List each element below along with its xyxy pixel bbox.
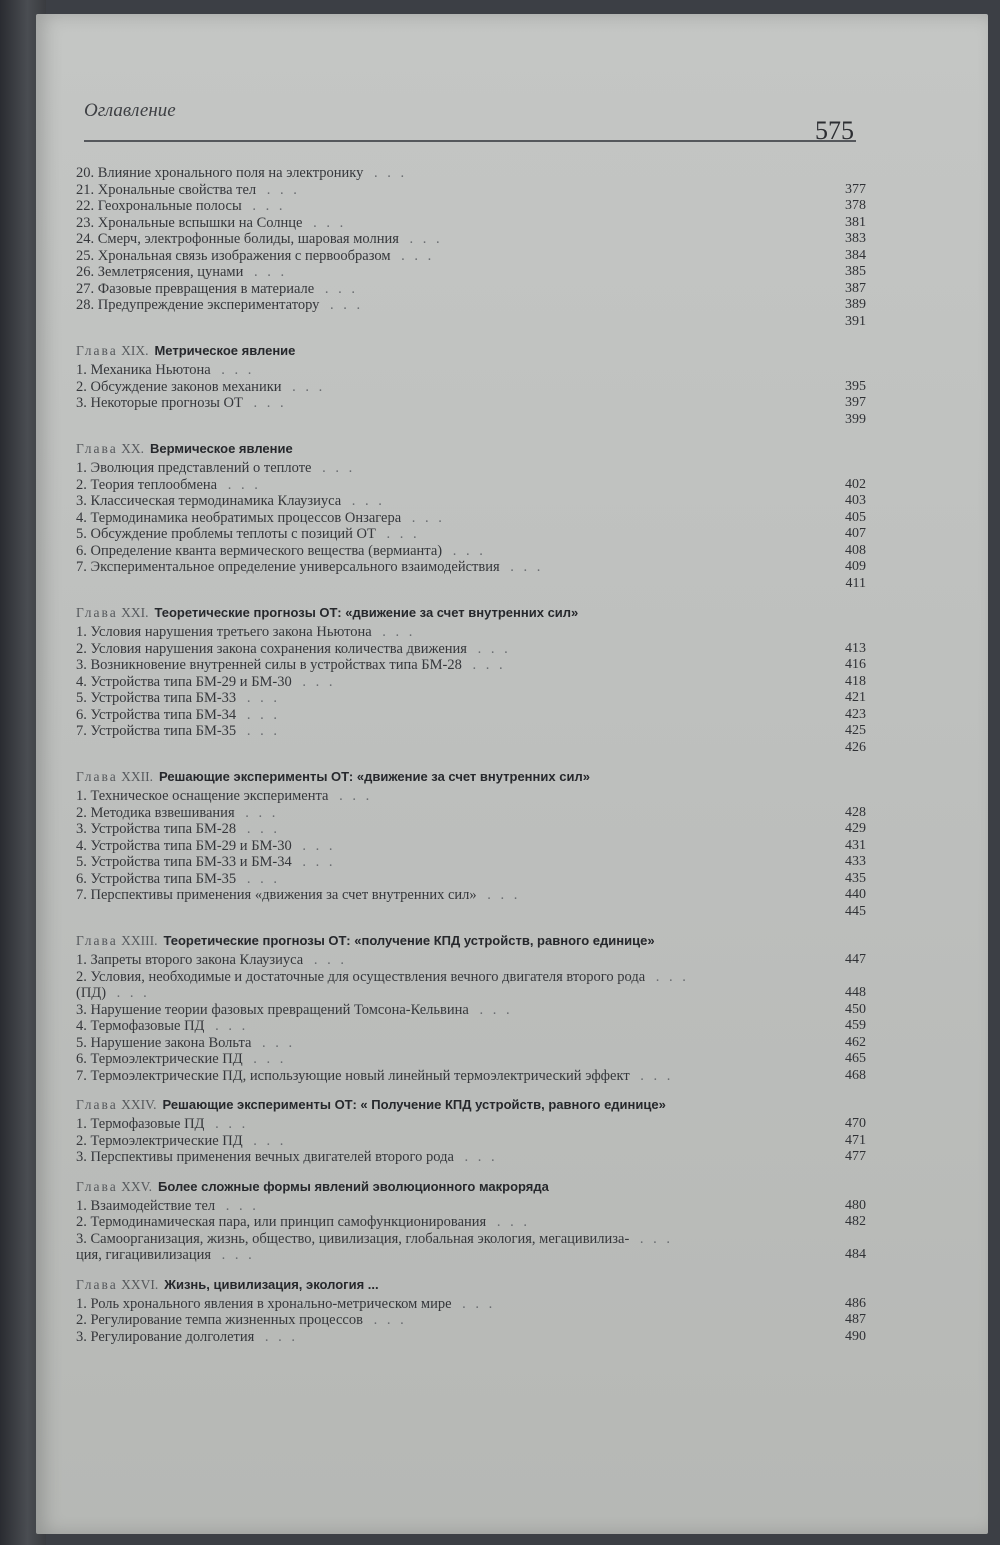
toc-entry-page: 429 (845, 821, 866, 836)
toc-entry-page: 468 (845, 1067, 866, 1083)
toc-entry-title: 20. Влияние хронального поля на электронику (76, 165, 364, 181)
dot-leader: . . . (208, 1116, 249, 1132)
dot-leader: . . . (472, 1001, 513, 1018)
toc-entry (76, 297, 866, 314)
toc-entry-title: 23. Хрональные вспышки на Солнце (76, 214, 303, 231)
toc-entry-page: 471 (845, 1132, 866, 1148)
toc-entry (76, 805, 866, 822)
toc-entry (76, 362, 866, 379)
toc-entry-title: 26. Землетрясения, цунами (76, 264, 244, 280)
toc-entry-page: 426 (845, 739, 866, 755)
toc-entry-title: 6. Устройства типа БМ-35 (76, 870, 237, 887)
toc-entry-title: 3. Возникновение внутренней силы в устройствах типа БМ-28 (76, 657, 462, 673)
toc-entry (76, 788, 866, 805)
toc-entry-title: 2. Условия, необходимые и достаточные для осуществления вечного двигателя второго рода (76, 968, 646, 985)
toc-entry-title: 1. Запреты второго закона Клаузиуса (76, 952, 304, 968)
toc-entry-page: 418 (845, 673, 866, 689)
section-gap (76, 1084, 866, 1090)
toc-entry-page: 387 (845, 280, 866, 296)
toc-entry-title: 22. Геохрональные полосы (76, 198, 242, 214)
toc-entry-title: 2. Термодинамическая пара, или принцип самофункционирования (76, 1214, 487, 1230)
dot-leader: . . . (215, 1247, 255, 1263)
dot-leader: . . . (405, 509, 445, 526)
toc-entry-title: 1. Термофазовые ПД (76, 1116, 205, 1132)
dot-leader: . . . (240, 690, 280, 706)
dot-leader: . . . (247, 264, 288, 280)
toc-entry-page: 384 (845, 247, 866, 263)
toc-entry-page: 459 (845, 1018, 866, 1033)
toc-entry-page: 383 (845, 231, 866, 246)
dot-leader: . . . (219, 1197, 259, 1214)
toc-entry-page: 395 (845, 378, 866, 394)
dot-leader: . . . (366, 1312, 407, 1328)
dot-leader: . . . (490, 1214, 530, 1230)
dot-leader: . . . (295, 854, 336, 870)
toc-entry-page: 377 (845, 181, 866, 197)
dot-leader: . . . (375, 624, 416, 640)
dot-leader: . . . (446, 542, 486, 559)
chapter-heading (76, 340, 866, 362)
chapter-heading (76, 1094, 866, 1116)
dot-leader: . . . (345, 493, 385, 509)
toc-entry-title: 4. Устройства типа БМ-29 и БМ-30 (76, 837, 292, 854)
dot-leader: . . . (649, 968, 689, 985)
dot-leader: . . . (394, 247, 435, 264)
toc-entry (76, 641, 866, 658)
toc-entry-page: 381 (845, 214, 866, 230)
dot-leader: . . . (240, 723, 280, 739)
toc-entry (76, 985, 866, 1002)
chapter-heading (76, 930, 866, 952)
toc-entry-title: 2. Методика взвешивания (76, 804, 235, 821)
chapter-heading (76, 438, 866, 460)
toc-entry-page: 447 (845, 952, 866, 967)
toc-entry-page: 407 (845, 526, 866, 541)
section-gap (76, 920, 866, 926)
toc-entry (76, 854, 866, 871)
dot-leader: . . . (323, 297, 364, 313)
section-gap (76, 1264, 866, 1270)
toc-entry (76, 165, 866, 182)
toc-entry (76, 477, 866, 494)
toc-entry-page: 416 (845, 657, 866, 672)
toc-entry (76, 871, 866, 888)
toc-entry-title: 5. Устройства типа БМ-33 и БМ-34 (76, 854, 292, 870)
toc-entry-page: 391 (845, 313, 866, 329)
toc-entry (76, 887, 866, 904)
chapter-heading (76, 1176, 866, 1198)
dot-leader: . . . (367, 165, 408, 181)
toc-entry-page: 433 (845, 854, 866, 869)
toc-entry (76, 1002, 866, 1019)
toc-entry (76, 1231, 866, 1248)
chapter-number: XXIII. (121, 933, 158, 948)
toc-entry-title: 1. Техническое оснащение эксперимента (76, 788, 329, 804)
toc-entry-page: 445 (845, 903, 866, 919)
toc-entry-page: 480 (845, 1197, 866, 1213)
toc-entry (76, 821, 866, 838)
toc-entry-page: 470 (845, 1116, 866, 1131)
toc-entry-title: 5. Нарушение закона Вольта (76, 1034, 252, 1051)
section-gap (76, 330, 866, 336)
section-gap (76, 1166, 866, 1172)
dot-leader: . . . (246, 1132, 287, 1149)
toc-entry-title: 6. Определение кванта вермического вещества (вермианта) (76, 542, 443, 559)
dot-leader: . . . (402, 231, 443, 247)
toc-entry-page: 487 (845, 1312, 866, 1327)
chapter-heading (76, 1274, 866, 1296)
chapter-number: XIX. (121, 343, 149, 358)
dot-leader: . . . (306, 214, 347, 231)
toc-entry-page: 403 (845, 493, 866, 508)
dot-leader: . . . (455, 1295, 496, 1312)
dot-leader: . . . (295, 837, 336, 854)
toc-entry (76, 1312, 866, 1329)
chapter-heading (76, 766, 866, 788)
dot-leader: . . . (240, 821, 280, 837)
toc-entry (76, 526, 866, 543)
toc-entry-page: 425 (845, 723, 866, 738)
toc-entry-title: 21. Хрональные свойства тел (76, 181, 257, 198)
toc-entry-title: 2. Условия нарушения закона сохранения количества движения (76, 640, 467, 657)
dot-leader: . . . (295, 673, 336, 690)
dot-leader: . . . (246, 395, 287, 411)
toc-entry-title: 2. Теория теплообмена (76, 476, 218, 493)
dot-leader: . . . (633, 1230, 674, 1247)
toc-entry-title: 3. Устройства типа БМ-28 (76, 821, 237, 837)
toc-entry-page: 423 (845, 706, 866, 722)
toc-entry-title: (ПД) (76, 985, 107, 1001)
dot-leader: . . . (315, 460, 356, 476)
toc-entry-title: 1. Роль хронального явления в хронально-метрическом мире (76, 1295, 452, 1312)
toc-entry-title: 7. Экспериментальное определение универсального взаимодействия (76, 559, 500, 575)
toc-entry-title: 7. Устройства типа БМ-35 (76, 723, 237, 739)
chapter-title: Метрическое явление (154, 343, 296, 358)
toc-entry (76, 493, 866, 510)
dot-leader: . . . (465, 657, 506, 673)
chapter-number: XX. (121, 441, 144, 456)
dot-leader: . . . (480, 887, 521, 903)
chapter-title: Решающие эксперименты ОТ: « Получение КПД устройств, равного единице» (162, 1097, 666, 1112)
toc-entry-title: 6. Термоэлектрические ПД (76, 1051, 243, 1067)
toc-entry (76, 1329, 866, 1346)
dot-leader: . . . (633, 1067, 674, 1084)
toc-entry (76, 1018, 866, 1035)
chapter-title: Решающие эксперименты ОТ: «движение за счет внутренних сил» (158, 769, 590, 784)
toc-entry-page: 385 (845, 264, 866, 279)
chapter-number: XXI. (121, 605, 149, 620)
chapter-label: Глава (76, 343, 118, 358)
toc-entry (76, 182, 866, 199)
toc-entry-title: 6. Устройства типа БМ-34 (76, 706, 237, 723)
chapter-label: Глава (76, 441, 118, 456)
dot-leader: . . . (285, 378, 326, 395)
toc-entry-page: 462 (845, 1034, 866, 1050)
toc-entry-page: 435 (845, 870, 866, 886)
toc-entry-page: 490 (845, 1328, 866, 1344)
toc-entry-title: 1. Механика Ньютона (76, 362, 211, 378)
toc-entry-page: 477 (845, 1149, 866, 1164)
toc-entry-title: 7. Термоэлектрические ПД, использующие новый линейный термоэлектрический эффект (76, 1067, 630, 1084)
section-gap (76, 428, 866, 434)
toc-entry-title: 3. Нарушение теории фазовых превращений Томсона-Кельвина (76, 1001, 469, 1018)
toc-entry (76, 379, 866, 396)
toc-entry (76, 248, 866, 265)
chapter-number: XXVI. (121, 1276, 159, 1292)
toc-entry-page: 411 (845, 575, 866, 591)
toc-entry-page: 448 (845, 985, 866, 1000)
toc-entry-title: 27. Фазовые превращения в материале (76, 280, 315, 297)
dot-leader: . . . (240, 870, 280, 887)
toc-entry-page: 405 (845, 509, 866, 525)
toc-entry-page: 378 (845, 198, 866, 213)
chapter-title: Теоретические прогнозы ОТ: «получение КПД устройств, равного единице» (163, 933, 655, 948)
toc-entry-title: 4. Устройства типа БМ-29 и БМ-30 (76, 673, 292, 690)
toc-entry (76, 969, 866, 986)
section-gap (76, 756, 866, 762)
chapter-title: Жизнь, цивилизация, экология ... (164, 1276, 379, 1292)
chapter-title: Вермическое явление (149, 441, 293, 456)
toc-entry (76, 674, 866, 691)
toc-entry-page: 421 (845, 690, 866, 705)
toc-entry-title: 3. Регулирование долголетия (76, 1328, 255, 1345)
toc-entry (76, 690, 866, 707)
dot-leader: . . . (245, 198, 286, 214)
chapter-label: Глава (76, 933, 118, 948)
chapter-title: Теоретические прогнозы ОТ: «движение за счет внутренних сил» (154, 605, 579, 620)
toc-entry (76, 215, 866, 232)
toc-entry (76, 904, 866, 921)
toc-entry (76, 952, 866, 969)
toc-entry-title: 1. Взаимодействие тел (76, 1197, 216, 1214)
toc-entry-title: 1. Эволюция представлений о теплоте (76, 460, 312, 476)
toc-entry (76, 1198, 866, 1215)
toc-entry (76, 723, 866, 740)
chapter-label: Глава (76, 1178, 118, 1194)
toc-entry (76, 543, 866, 560)
dot-leader: . . . (208, 1018, 249, 1034)
toc-entry-page: 440 (845, 887, 866, 902)
dot-leader: . . . (307, 952, 347, 968)
toc-entry-page: 389 (845, 297, 866, 312)
toc-entry (76, 1133, 866, 1150)
chapter-title: Более сложные формы явлений эволюционного макроряда (157, 1178, 549, 1194)
toc-entry (76, 395, 866, 412)
chapter-label: Глава (76, 1097, 118, 1112)
dot-leader: . . . (246, 1051, 287, 1067)
toc-entry-page: 428 (845, 804, 866, 820)
dot-leader: . . . (318, 280, 358, 297)
page-number: 575 (815, 116, 854, 145)
toc-entry (76, 1149, 866, 1166)
toc-entry-title: 4. Термофазовые ПД (76, 1018, 205, 1034)
toc-entry-title: 5. Обсуждение проблемы теплоты с позиций ОТ (76, 526, 376, 542)
dot-leader: . . . (238, 804, 279, 821)
toc-entry-page: 399 (845, 411, 866, 427)
toc-entry (76, 314, 866, 331)
toc-entry-title: 1. Условия нарушения третьего закона Ньютона (76, 624, 372, 640)
page-header-title: Оглавление (84, 100, 176, 121)
chapter-label: Глава (76, 605, 118, 620)
toc-entry-page: 482 (845, 1214, 866, 1229)
toc-entry-title: 3. Самоорганизация, жизнь, общество, цивилизация, глобальная экология, мегацивилиза- (76, 1230, 630, 1247)
toc-entry-page: 465 (845, 1051, 866, 1066)
toc-entry (76, 281, 866, 298)
table-of-contents (76, 165, 866, 1351)
toc-entry (76, 657, 866, 674)
toc-entry-page: 397 (845, 395, 866, 410)
dot-leader: . . . (240, 706, 280, 723)
chapter-label: Глава (76, 1276, 118, 1292)
chapter-number: XXII. (121, 769, 153, 784)
toc-entry-title: 5. Устройства типа БМ-33 (76, 690, 237, 706)
dot-leader: . . . (332, 788, 373, 804)
dot-leader: . . . (221, 476, 261, 493)
toc-entry (76, 198, 866, 215)
toc-entry-page: 484 (845, 1247, 866, 1262)
chapter-heading (76, 602, 866, 624)
page-header (84, 100, 856, 145)
section-gap (76, 592, 866, 598)
toc-entry-title: 3. Классическая термодинамика Клаузиуса (76, 493, 342, 509)
toc-entry-page: 409 (845, 559, 866, 574)
toc-entry (76, 624, 866, 641)
chapter-number: XXIV. (121, 1097, 157, 1112)
chapter-label: Глава (76, 769, 118, 784)
toc-entry-title: 7. Перспективы применения «движения за счет внутренних сил» (76, 887, 477, 903)
dot-leader: . . . (503, 559, 544, 575)
dot-leader: . . . (470, 640, 511, 657)
toc-entry (76, 264, 866, 281)
toc-entry-page: 408 (845, 542, 866, 558)
toc-entry-title: ция, гигацивилизация (76, 1247, 212, 1263)
toc-entry (76, 460, 866, 477)
toc-entry-title: 24. Смерч, электрофонные болиды, шаровая молния (76, 231, 399, 247)
chapter-number: XXV. (121, 1178, 152, 1194)
toc-entry-title: 2. Регулирование темпа жизненных процессов (76, 1312, 363, 1328)
toc-entry-page: 402 (845, 476, 866, 492)
dot-leader: . . . (457, 1149, 498, 1165)
section-gap (76, 1345, 866, 1351)
toc-entry-title: 3. Некоторые прогнозы ОТ (76, 395, 243, 411)
toc-entry (76, 1035, 866, 1052)
toc-entry-title: 3. Перспективы применения вечных двигателей второго рода (76, 1149, 454, 1165)
toc-entry-title: 4. Термодинамика необратимых процессов Онзагера (76, 509, 402, 526)
toc-entry (76, 576, 866, 593)
toc-entry (76, 510, 866, 527)
toc-entry (76, 412, 866, 429)
toc-entry (76, 231, 866, 248)
toc-entry-title: 28. Предупреждение экспериментатору (76, 297, 320, 313)
toc-entry-page: 486 (845, 1295, 866, 1311)
dot-leader: . . . (379, 526, 420, 542)
toc-entry (76, 1247, 866, 1264)
toc-entry-page: 413 (845, 640, 866, 656)
dot-leader: . . . (255, 1034, 296, 1051)
toc-entry (76, 838, 866, 855)
toc-entry-page: 431 (845, 837, 866, 853)
toc-entry-title: 2. Обсуждение законов механики (76, 378, 282, 395)
toc-entry (76, 1296, 866, 1313)
toc-entry-title: 2. Термоэлектрические ПД (76, 1132, 243, 1149)
toc-entry (76, 1116, 866, 1133)
toc-entry (76, 1051, 866, 1068)
toc-entry (76, 707, 866, 724)
dot-leader: . . . (214, 362, 255, 378)
toc-entry (76, 740, 866, 757)
toc-entry-title: 25. Хрональная связь изображения с первообразом (76, 247, 391, 264)
toc-entry (76, 559, 866, 576)
book-page (36, 14, 988, 1534)
toc-entry (76, 1214, 866, 1231)
toc-entry-page: 450 (845, 1001, 866, 1017)
dot-leader: . . . (260, 181, 300, 198)
toc-entry (76, 1068, 866, 1085)
dot-leader: . . . (110, 985, 150, 1001)
dot-leader: . . . (258, 1328, 299, 1345)
